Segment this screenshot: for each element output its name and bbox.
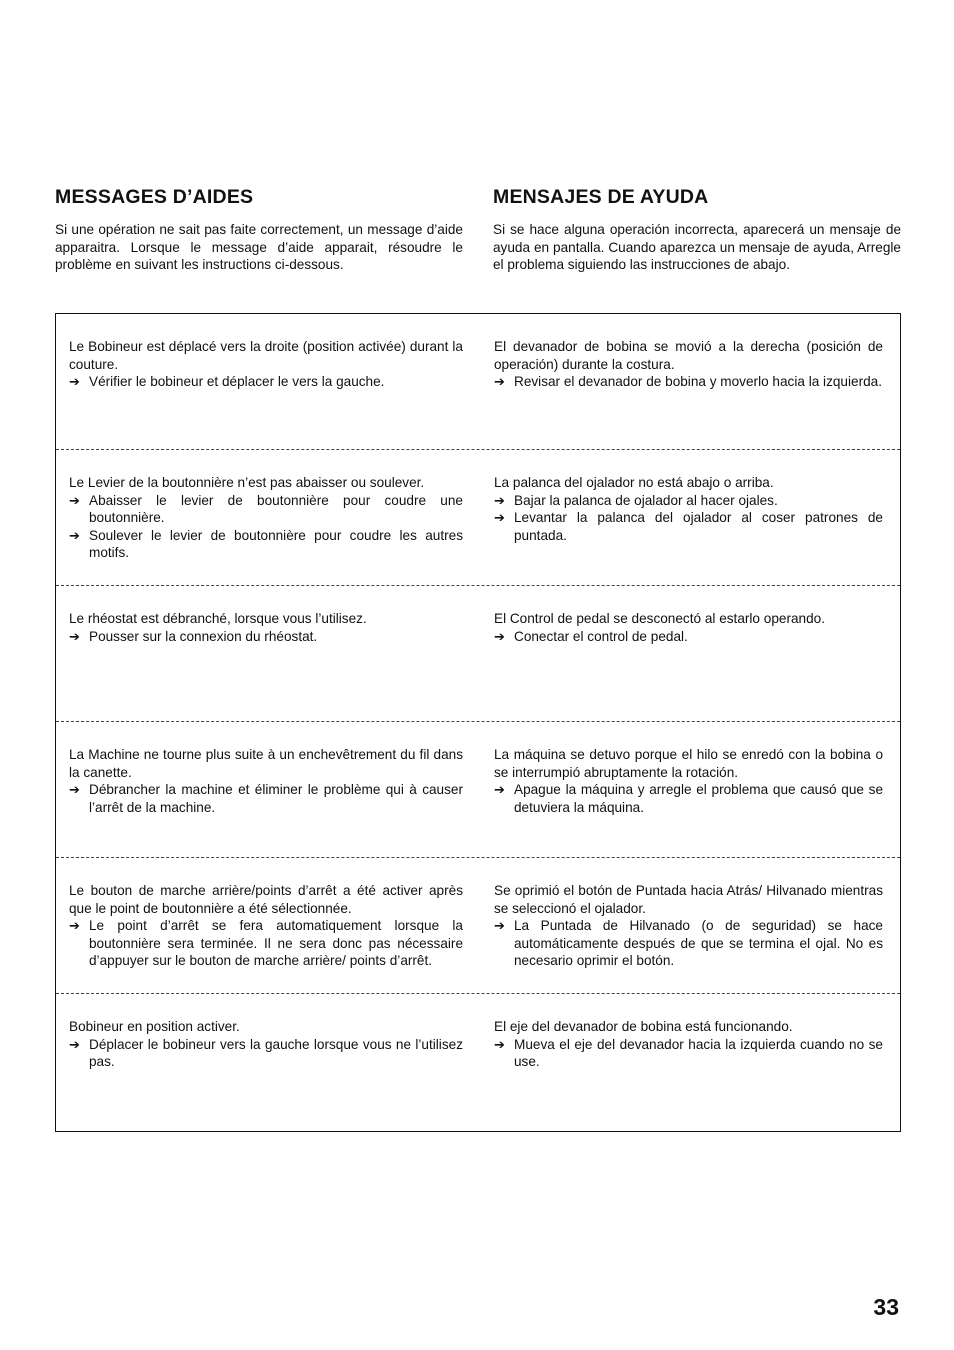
message-cell-es <box>494 746 883 816</box>
message-solution <box>69 781 463 816</box>
message-row <box>56 994 900 1130</box>
message-condition: El Control de pedal se desconectó al estarlo operando. <box>494 611 825 626</box>
message-cell-fr <box>69 610 463 645</box>
arrow-right-icon: ➔ <box>69 918 80 933</box>
message-cell-es <box>494 1018 883 1071</box>
message-cell-fr <box>69 746 463 816</box>
message-solution <box>494 492 883 510</box>
solution-text: Apague la máquina y arregle el problema que causó que se detuviera la máquina. <box>514 782 883 815</box>
arrow-right-icon: ➔ <box>494 374 505 389</box>
message-condition: El devanador de bobina se movió a la derecha (posición de operación) durante la costura. <box>494 339 883 372</box>
solution-text: La Puntada de Hilvanado (o de seguridad) se hace automáticamente después de que se termina el ojal. No es necesario oprimir el botón. <box>514 918 883 968</box>
message-row <box>56 314 900 450</box>
solution-text: Pousser sur la connexion du rhéostat. <box>89 628 318 644</box>
page-number: 33 <box>873 1294 899 1320</box>
message-solution <box>494 628 883 646</box>
message-solution <box>69 917 463 970</box>
message-cell-fr <box>69 882 463 970</box>
message-cell-es <box>494 474 883 544</box>
message-condition: Le Levier de la boutonnière n’est pas abaisser ou soulever. <box>69 475 425 490</box>
solution-text: Revisar el devanador de bobina y moverlo hacia la izquierda. <box>514 374 883 389</box>
help-message-table <box>55 313 901 1132</box>
message-condition: Bobineur en position activer. <box>69 1019 240 1034</box>
message-condition: El eje del devanador de bobina está funcionando. <box>494 1019 793 1034</box>
solution-text: Le point d’arrêt se fera automatiquement lorsque la boutonnière sera terminée. Il ne sera donc pas nécessaire d’appuyer sur le bouton de marche arrière/ points d’arrêt. <box>89 918 463 968</box>
message-cell-fr <box>69 1018 463 1071</box>
message-solution <box>69 492 463 527</box>
solution-text: Conectar el control de pedal. <box>514 628 688 644</box>
message-solution <box>494 373 883 391</box>
arrow-right-icon: ➔ <box>69 628 80 644</box>
message-cell-es <box>494 610 883 645</box>
message-condition: La palanca del ojalador no está abajo o arriba. <box>494 475 774 490</box>
message-row <box>56 858 900 994</box>
arrow-right-icon: ➔ <box>69 374 80 389</box>
message-solution <box>494 1036 883 1071</box>
intro-fr: Si une opération ne sait pas faite correctement, un message d’aide apparaitra. Lorsque le message d’aide apparait, résoudre le problème en suivant les instructions ci-dessous. <box>55 222 463 272</box>
message-condition: La Machine ne tourne plus suite à un enchevêtrement du fil dans la canette. <box>69 747 463 780</box>
message-solution <box>494 781 883 816</box>
message-condition: Le Bobineur est déplacé vers la droite (position activée) durant la couture. <box>69 339 463 372</box>
arrow-right-icon: ➔ <box>69 527 80 543</box>
message-condition: Le rhéostat est débranché, lorsque vous l’utilisez. <box>69 611 367 626</box>
arrow-right-icon: ➔ <box>494 628 505 644</box>
message-cell-es <box>494 338 883 391</box>
solution-text: Déplacer le bobineur vers la gauche lorsque vous ne l’utilisez pas. <box>89 1036 463 1069</box>
message-cell-fr <box>69 338 463 391</box>
arrow-right-icon: ➔ <box>69 492 80 508</box>
message-condition: Se oprimió el botón de Puntada hacia Atrás/ Hilvanado mientras se seleccionó el ojalador. <box>494 883 883 916</box>
message-row <box>56 586 900 722</box>
title-es: MENSAJES DE AYUDA <box>493 186 709 208</box>
message-solution <box>69 1036 463 1071</box>
message-solution <box>69 527 463 562</box>
title-fr: MESSAGES D’AIDES <box>55 186 254 208</box>
arrow-right-icon: ➔ <box>69 1036 80 1052</box>
solution-text: Abaisser le levier de boutonnière pour coudre une boutonnière. <box>89 492 463 525</box>
arrow-right-icon: ➔ <box>494 510 505 525</box>
solution-text: Levantar la palanca del ojalador al coser patrones de puntada. <box>514 510 883 543</box>
arrow-right-icon: ➔ <box>69 782 80 797</box>
message-cell-es <box>494 882 883 970</box>
message-solution <box>494 509 883 544</box>
message-condition: La máquina se detuvo porque el hilo se enredó con la bobina o se interrumpió abruptamente la rotación. <box>494 747 883 780</box>
arrow-right-icon: ➔ <box>494 492 505 508</box>
message-cell-fr <box>69 474 463 562</box>
message-condition: Le bouton de marche arrière/points d’arrêt a été activer après que le point de boutonnière a été sélectionnée. <box>69 883 463 916</box>
arrow-right-icon: ➔ <box>494 918 505 933</box>
message-solution <box>69 373 463 391</box>
header-es <box>493 186 901 274</box>
arrow-right-icon: ➔ <box>494 782 505 797</box>
solution-text: Débrancher la machine et éliminer le problème qui à causer l’arrêt de la machine. <box>89 782 463 815</box>
message-solution <box>69 628 463 646</box>
message-row <box>56 722 900 858</box>
solution-text: Mueva el eje del devanador hacia la izquierda cuando no se use. <box>514 1036 883 1069</box>
solution-text: Soulever le levier de boutonnière pour coudre les autres motifs. <box>89 527 463 560</box>
message-solution <box>494 917 883 970</box>
message-row <box>56 450 900 586</box>
intro-es: Si se hace alguna operación incorrecta, aparecerá un mensaje de ayuda en pantalla. Cuando aparezca un mensaje de ayuda, Arregle el problema siguiendo las instrucciones de abajo. <box>493 222 901 272</box>
header-fr <box>55 186 463 274</box>
solution-text: Vérifier le bobineur et déplacer le vers la gauche. <box>89 374 385 389</box>
solution-text: Bajar la palanca de ojalador al hacer ojales. <box>514 492 778 508</box>
arrow-right-icon: ➔ <box>494 1036 505 1052</box>
